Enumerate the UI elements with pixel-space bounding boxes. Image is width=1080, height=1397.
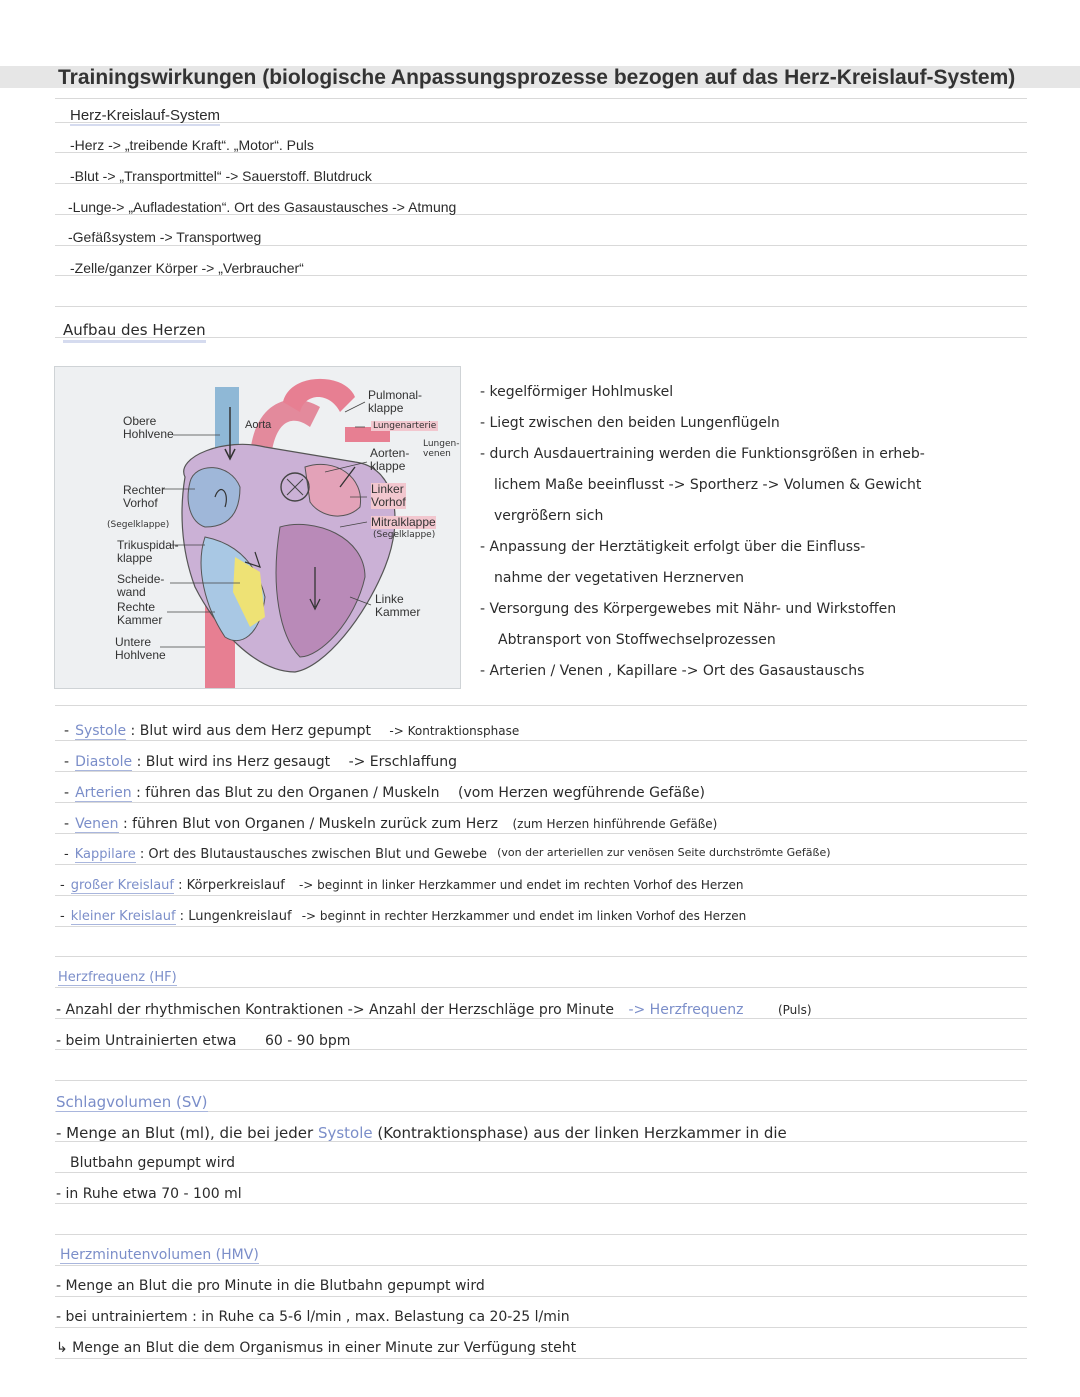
label-aortenklappe: Aorten- klappe (370, 446, 410, 473)
definition-term: Diastole (75, 754, 133, 770)
note-3: - durch Ausdauertraining werden die Funktionsgrößen in erheb- (480, 446, 925, 462)
definition-term: großer Kreislauf (70, 878, 174, 893)
label-obere-hohlvene: Obere Hohlvene (123, 414, 174, 441)
definition-row: - Arterien : führen das Blut zu den Organen / Muskeln (vom Herzen wegführende Gefäße) (64, 785, 705, 801)
note-9: Abtransport von Stoffwechselprozessen (498, 632, 776, 648)
system-item-lunge: -Lunge-> „Aufladestation“. Ort des Gasaustausches -> Atmung (68, 199, 457, 215)
system-item-blut: -Blut -> „Transportmittel“ -> Sauerstoff. Blutdruck (70, 168, 372, 184)
hmv-heading: Herzminutenvolumen (HMV) (60, 1247, 259, 1263)
definition-row: - Kappilare : Ort des Blutaustausches zwischen Blut und Gewebe (von der arteriellen zur venösen Seite durchströmte Gefäße) (64, 846, 831, 862)
definition-row: - kleiner Kreislauf : Lungenkreislauf -> beginnt in rechter Herzkammer und endet im linken Vorhof des Herzen (60, 909, 747, 924)
label-pulmonalklappe: Pulmonal- klappe (368, 388, 423, 415)
definition-row: - Systole : Blut wird aus dem Herz gepumpt -> Kontraktionsphase (64, 723, 520, 739)
schlagvolumen-line-3: - in Ruhe etwa 70 - 100 ml (56, 1186, 242, 1202)
system-item-zelle: -Zelle/ganzer Körper -> „Verbraucher“ (70, 260, 304, 276)
note-7: nahme der vegetativen Herznerven (494, 570, 745, 586)
label-segelklappe-right: (Segelklappe) (373, 530, 436, 540)
system-heading: Herz-Kreislauf-System (70, 107, 221, 124)
note-6: - Anpassung der Herztätigkeit erfolgt über die Einfluss- (480, 539, 866, 555)
heart-diagram (54, 366, 461, 689)
definition-term: Kappilare (74, 847, 136, 862)
hmv-line-3: ↳ Menge an Blut die dem Organismus in einer Minute zur Verfügung steht (56, 1340, 577, 1356)
system-item-gefaesssystem: -Gefäßsystem -> Transportweg (68, 229, 262, 245)
definition-row: - Venen : führen Blut von Organen / Muskeln zurück zum Herz (zum Herzen hinführende Gefäße) (64, 816, 718, 832)
schlagvolumen-line-1: - Menge an Blut (ml), die bei jeder Systole (Kontraktionsphase) aus der linken Herzkammer in die (56, 1124, 787, 1142)
note-5: vergrößern sich (494, 508, 604, 524)
label-trikuspidalklappe: Trikuspidal- klappe (117, 538, 179, 565)
aufbau-heading: Aufbau des Herzen (63, 321, 206, 343)
herzfrequenz-line-1: - Anzahl der rhythmischen Kontraktionen -> Anzahl der Herzschläge pro Minute -> Herzfrequenz (Puls) (56, 1002, 812, 1018)
note-2: - Liegt zwischen den beiden Lungenflügeln (480, 415, 780, 431)
herzfrequenz-heading: Herzfrequenz (HF) (58, 970, 177, 985)
note-10: - Arterien / Venen , Kapillare -> Ort des Gasaustauschs (480, 663, 865, 679)
schlagvolumen-heading: Schlagvolumen (SV) (56, 1093, 208, 1111)
label-lungenarterie: Lungenarterie (373, 421, 437, 431)
label-linker-vorhof: Linker Vorhof (371, 482, 406, 509)
page-title: Trainingswirkungen (biologische Anpassungsprozesse bezogen auf das Herz-Kreislauf-System) (58, 66, 1016, 89)
hmv-line-1: - Menge an Blut die pro Minute in die Blutbahn gepumpt wird (56, 1278, 485, 1294)
note-4: lichem Maße beeinflusst -> Sportherz -> Volumen & Gewicht (494, 477, 922, 493)
definition-term: Venen (75, 816, 119, 832)
label-untere-hohlvene: Untere Hohlvene (115, 635, 166, 662)
definition-term: Systole (75, 723, 127, 739)
label-lungenvenen: Lungen- venen (423, 439, 460, 459)
label-rechter-vorhof: Rechter Vorhof (123, 483, 166, 510)
label-linke-kammer: Linke Kammer (375, 592, 421, 619)
definition-row: - großer Kreislauf : Körperkreislauf -> beginnt in linker Herzkammer und endet im rechten Vorhof des Herzen (60, 878, 744, 893)
label-mitralklappe: Mitralklappe (371, 515, 436, 529)
label-rechte-kammer: Rechte Kammer (117, 600, 163, 627)
label-aorta: Aorta (245, 419, 272, 431)
note-1: - kegelförmiger Hohlmuskel (480, 384, 674, 400)
note-8: - Versorgung des Körpergewebes mit Nähr- und Wirkstoffen (480, 601, 897, 617)
label-segelklappe-left: (Segelklappe) (107, 520, 170, 530)
system-item-herz: -Herz -> „treibende Kraft“. „Motor“. Puls (70, 137, 314, 153)
definition-term: Arterien (75, 785, 132, 801)
definition-term: kleiner Kreislauf (70, 909, 176, 924)
definition-row: - Diastole : Blut wird ins Herz gesaugt -> Erschlaffung (64, 754, 458, 770)
hmv-line-2: - bei untrainiertem : in Ruhe ca 5-6 l/min , max. Belastung ca 20-25 l/min (56, 1309, 570, 1325)
label-scheidewand: Scheide- wand (117, 572, 165, 599)
schlagvolumen-line-2: Blutbahn gepumpt wird (70, 1155, 235, 1171)
herzfrequenz-line-2: - beim Untrainierten etwa 60 - 90 bpm (56, 1033, 351, 1049)
